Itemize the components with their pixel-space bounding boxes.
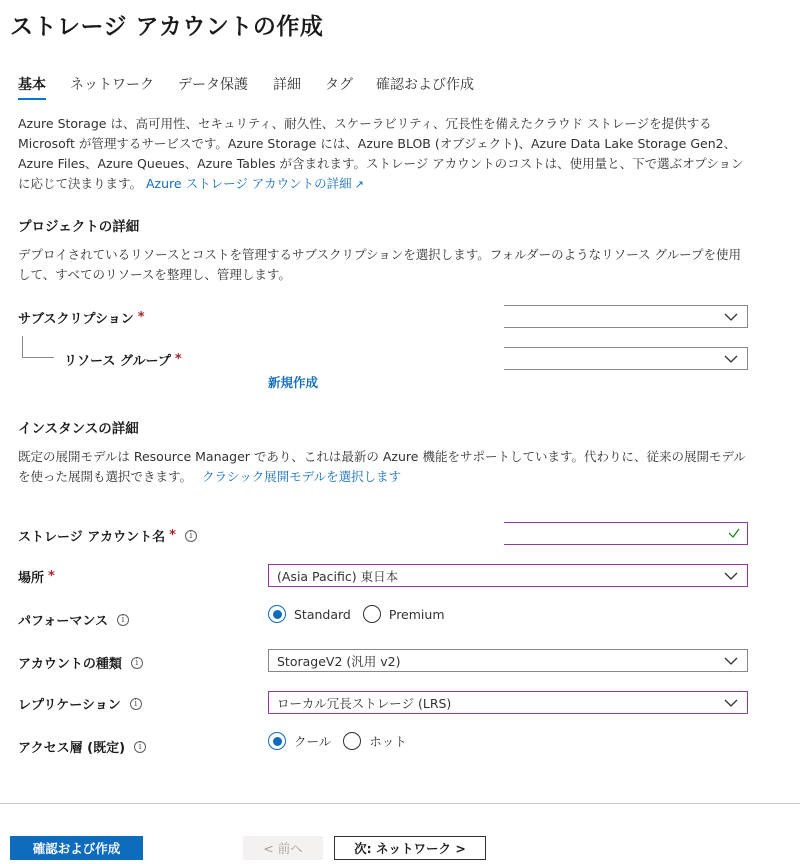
required-marker: * xyxy=(48,569,55,584)
intro-text: Azure Storage は、高可用性、セキュリティ、耐久性、スケーラビリティ、冗長性を備えたクラウド ストレージを提供する Microsoft が管理するサービスです。Azure Storage には、Azure BLOB (オブジェクト)、Azure Data Lake Storage Gen2、Azure Files、Azure Queues、Azure Tables が含まれます。ストレージ アカウントのコストは、使用量と、下で選ぶオプションに応じて決まります。 xyxy=(18,116,744,191)
access-tier-radio-group xyxy=(268,732,419,750)
tab-basics[interactable]: 基本 xyxy=(18,74,46,100)
replication-label: レプリケーション i xyxy=(18,694,142,713)
page-title: ストレージ アカウントの作成 xyxy=(10,14,324,40)
info-icon[interactable]: i xyxy=(134,741,146,753)
radio-unselected-icon[interactable] xyxy=(363,605,381,623)
tab-tags[interactable]: タグ xyxy=(325,77,353,93)
required-marker: * xyxy=(174,352,182,367)
radio-selected-icon[interactable] xyxy=(268,605,286,623)
info-icon[interactable]: i xyxy=(185,530,197,542)
tab-networking[interactable]: ネットワーク xyxy=(70,77,154,93)
performance-option-premium[interactable]: Premium xyxy=(363,605,445,623)
tree-connector-branch xyxy=(22,357,54,358)
chevron-down-icon xyxy=(724,696,738,710)
access-tier-label: アクセス層 (既定) i xyxy=(18,737,146,756)
info-icon[interactable]: i xyxy=(131,657,143,669)
info-icon[interactable]: i xyxy=(117,614,129,626)
footer-divider xyxy=(0,803,800,804)
radio-selected-icon[interactable] xyxy=(268,732,286,750)
location-select[interactable]: (Asia Pacific) 東日本 xyxy=(268,564,748,587)
performance-label: パフォーマンス i xyxy=(18,610,129,629)
account-name-input[interactable] xyxy=(504,522,748,545)
performance-radio-group xyxy=(268,605,457,623)
next-networking-button[interactable]: 次: ネットワーク > xyxy=(334,836,486,860)
storage-docs-link[interactable]: Azure ストレージ アカウントの詳細 ↗ xyxy=(146,176,364,191)
resource-group-redacted xyxy=(268,347,504,370)
checkmark-icon xyxy=(727,526,741,540)
radio-unselected-icon[interactable] xyxy=(343,732,361,750)
access-tier-option-cool[interactable]: クール xyxy=(268,732,331,750)
subscription-redacted xyxy=(268,305,504,328)
access-tier-option-hot[interactable]: ホット xyxy=(343,732,407,750)
location-label: 場所 * xyxy=(18,569,55,586)
tab-data-protection[interactable]: データ保護 xyxy=(178,77,248,93)
resource-group-label: リソース グループ * xyxy=(64,352,182,369)
project-details-heading: プロジェクトの詳細 xyxy=(18,219,140,235)
required-marker: * xyxy=(137,310,145,325)
review-create-button[interactable]: 確認および作成 xyxy=(10,836,143,860)
external-link-icon: ↗ xyxy=(354,178,364,191)
chevron-down-icon xyxy=(724,352,738,366)
chevron-down-icon xyxy=(724,569,738,583)
performance-option-standard[interactable]: Standard xyxy=(268,605,351,623)
instance-details-heading: インスタンスの詳細 xyxy=(18,421,139,437)
tree-connector xyxy=(22,336,23,358)
account-kind-label: アカウントの種類 i xyxy=(18,653,143,672)
create-new-resource-group-link[interactable]: 新規作成 xyxy=(268,375,319,390)
classic-deployment-link[interactable]: クラシック展開モデルを選択します xyxy=(202,469,402,484)
previous-button[interactable]: < 前へ xyxy=(243,836,323,860)
tab-advanced[interactable]: 詳細 xyxy=(273,77,301,93)
intro-paragraph xyxy=(18,114,753,195)
chevron-down-icon xyxy=(724,310,738,324)
tab-review-create[interactable]: 確認および作成 xyxy=(376,77,474,93)
replication-select[interactable]: ローカル冗長ストレージ (LRS) xyxy=(268,691,748,714)
subscription-label: サブスクリプション * xyxy=(18,310,145,327)
account-name-label: ストレージ アカウント名 * i xyxy=(18,526,197,545)
chevron-down-icon xyxy=(724,654,738,668)
account-kind-select[interactable]: StorageV2 (汎用 v2) xyxy=(268,649,748,672)
required-marker: * xyxy=(169,528,176,543)
info-icon[interactable]: i xyxy=(130,698,142,710)
project-details-description: デプロイされているリソースとコストを管理するサブスクリプションを選択します。フォルダーのようなリソース グループを使用して、すべてのリソースを整理し、管理します。 xyxy=(18,247,741,282)
instance-details-description: 既定の展開モデルは Resource Manager であり、これは最新の Azure 機能をサポートしています。代わりに、従来の展開モデルを使った展開も選択できます。 クラシック展開モデルを選択します xyxy=(18,449,746,484)
